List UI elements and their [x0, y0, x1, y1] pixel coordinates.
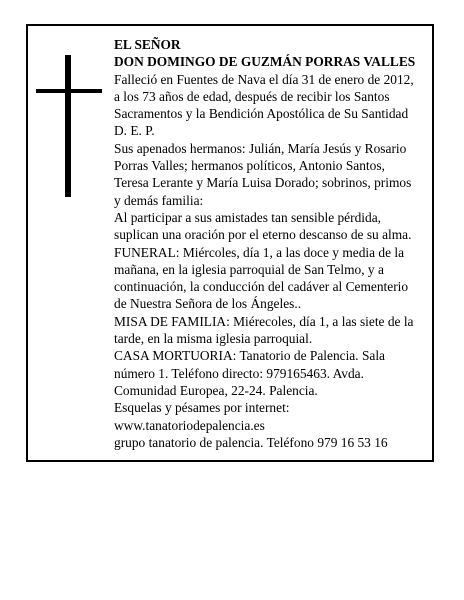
obituary-text [114, 36, 428, 451]
body-line: de Nuestra Señora de los Ángeles.. [114, 296, 302, 312]
body-line: Falleció en Fuentes de Nava el día 31 de enero de 2012, [114, 71, 414, 87]
body-line: mañana, en la iglesia parroquial de San Telmo, y a [114, 261, 384, 277]
body-line: CASA MORTUORIA: Tanatorio de Palencia. Sala [114, 348, 385, 364]
website-link[interactable]: www.tanatoriodepalencia.es [114, 417, 265, 433]
body-line: continuación, la conducción del cadáver al Cementerio [114, 279, 409, 295]
body-line: y demás familia: [114, 192, 204, 208]
heading-line-name: DON DOMINGO DE GUZMÁN PORRAS VALLES [114, 54, 416, 70]
body-line: a los 73 años de edad, después de recibir los Santos [114, 88, 390, 104]
cross-horizontal-bar [36, 89, 102, 93]
body-line: Porras Valles; hermanos políticos, Antonio Santos, [114, 158, 385, 174]
body-line: Sus apenados hermanos: Julián, María Jesús y Rosario [114, 140, 407, 156]
body-line: Esquelas y pésames por internet: [114, 400, 290, 416]
body-line: Comunidad Europea, 22-24. Palencia. [114, 382, 318, 398]
body-line: Sacramentos y la Bendición Apostólica de Su Santidad [114, 106, 409, 122]
body-line: MISA DE FAMILIA: Miérecoles, día 1, a las siete de la [114, 313, 414, 329]
body-line: FUNERAL: Miércoles, día 1, a las doce y media de la [114, 244, 405, 260]
body-line: tarde, en la misma iglesia parroquial. [114, 331, 313, 347]
body-line: D. E. P. [114, 123, 155, 139]
cross-vertical-bar [65, 55, 71, 197]
body-line: Teresa Lerante y María Luisa Dorado; sobrinos, primos [114, 175, 412, 191]
latin-cross-icon [36, 55, 102, 197]
heading-line-title: EL SEÑOR [114, 37, 181, 52]
body-line: suplican una oración por el eterno descanso de su alma. [114, 227, 412, 243]
body-line: número 1. Teléfono directo: 979165463. Avda. [114, 365, 364, 381]
body-line: grupo tanatorio de palencia. Teléfono 979 16 53 16 [114, 434, 388, 450]
body-line: Al participar a sus amistades tan sensible pérdida, [114, 209, 381, 225]
